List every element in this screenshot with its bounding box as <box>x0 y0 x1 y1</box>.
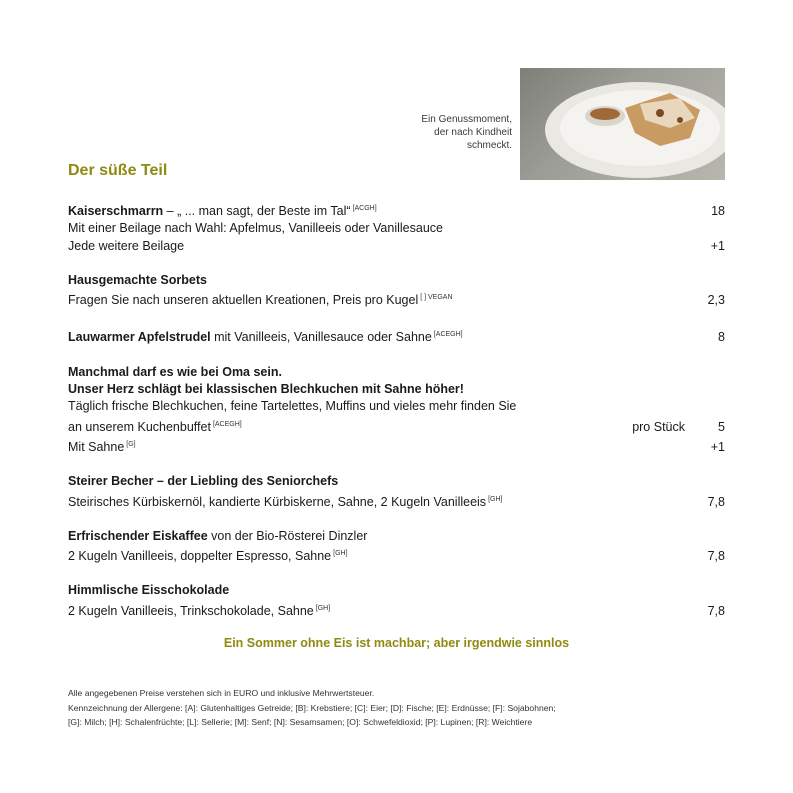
item-heading: Manchmal darf es wie bei Oma sein. <box>68 364 282 379</box>
item-description: Mit einer Beilage nach Wahl: Apfelmus, Vanilleeis oder Vanillesauce <box>68 221 443 236</box>
item-name: Hausgemachte Sorbets <box>68 272 207 287</box>
item-subtitle: von der Bio-Rösterei Dinzler <box>207 528 368 543</box>
item-name: Kaiserschmarrn <box>68 204 164 218</box>
item-description: mit Vanilleeis, Vanillesauce oder Sahne <box>210 330 432 345</box>
item-subtitle: – „ ... man sagt, der Beste im Tal“ <box>163 204 351 218</box>
item-price: 7,8 <box>707 603 725 618</box>
price-unit: pro Stück <box>632 419 685 434</box>
tagline <box>372 113 512 152</box>
item-name: Lauwarmer Apfelstrudel <box>68 330 211 345</box>
menu-item-kaiserschmarrn <box>68 200 725 255</box>
item-description: 2 Kugeln Vanilleeis, Trinkschokolade, Sahne <box>68 603 314 618</box>
menu-list <box>68 200 725 637</box>
tagline-line: der nach Kindheit <box>434 127 512 138</box>
item-price: 7,8 <box>707 549 725 564</box>
allergen-codes: [G] <box>126 440 136 448</box>
section-title: Der süße Teil <box>68 162 168 179</box>
item-description: Täglich frische Blechkuchen, feine Tartelettes, Muffins und vieles mehr finden Sie <box>68 399 517 414</box>
menu-item-apfelstrudel <box>68 326 725 346</box>
item-description: Fragen Sie nach unseren aktuellen Kreationen, Preis pro Kugel <box>68 293 419 308</box>
item-price: 8 <box>718 330 725 345</box>
item-heading: Unser Herz schlägt bei klassischen Blechkuchen mit Sahne höher! <box>68 382 464 397</box>
menu-item-eiskaffee <box>68 528 725 566</box>
price-note: Alle angegebenen Preise verstehen sich in EURO und inklusive Mehrwertsteuer. <box>68 688 375 698</box>
extra-label: Mit Sahne <box>68 439 125 454</box>
item-price: 7,8 <box>707 494 725 509</box>
allergen-codes: [GH] <box>315 604 331 612</box>
allergen-codes: [ACEGH] <box>433 331 463 339</box>
item-price: 18 <box>711 204 725 218</box>
item-name: Erfrischender Eiskaffee <box>68 528 208 543</box>
item-description: 2 Kugeln Vanilleeis, doppelter Espresso, Sahne <box>68 549 332 564</box>
item-description: an unserem Kuchenbuffet <box>68 419 211 434</box>
allergen-codes: [ ] VEGAN <box>420 294 453 302</box>
menu-item-steirer-becher <box>68 473 725 511</box>
item-price: 5 <box>718 419 725 434</box>
kaiserschmarrn-photo <box>520 68 725 180</box>
extra-side-label: Jede weitere Beilage <box>68 238 185 253</box>
slogan: Ein Sommer ohne Eis ist machbar; aber irgendwie sinnlos <box>223 636 570 650</box>
allergen-legend: Kennzeichnung der Allergene: [A]: Glutenhaltiges Getreide; [B]: Krebstiere; [C]: Eier; [D]: Fische; [E]: Erdnüsse; [F]: Sojabohnen; <box>68 702 556 713</box>
menu-item-eisschokolade <box>68 582 725 620</box>
menu-item-sorbets <box>68 272 725 310</box>
allergen-legend: [G]: Milch; [H]: Schalenfrüchte; [L]: Sellerie; [M]: Senf; [N]: Sesamsamen; [O]: Schwefeldioxid; [P]: Lupinen; [R]: Weichtiere <box>68 717 533 727</box>
allergen-codes: [GH] <box>488 495 503 503</box>
menu-item-blechkuchen <box>68 364 725 456</box>
tagline-line: schmeckt. <box>466 140 512 151</box>
item-price: 2,3 <box>707 293 725 308</box>
extra-price: +1 <box>710 439 725 454</box>
extra-side-price: +1 <box>710 238 725 253</box>
tagline-line: Ein Genussmoment, <box>421 114 512 125</box>
allergen-codes: [ACGH] <box>352 205 377 212</box>
allergen-codes: [ACEGH] <box>212 420 242 428</box>
item-name: Himmlische Eisschokolade <box>68 583 230 598</box>
item-description: Steirisches Kürbiskernöl, kandierte Kürbiskerne, Sahne, 2 Kugeln Vanilleeis <box>68 494 487 509</box>
item-name: Steirer Becher – der Liebling des Seniorchefs <box>68 474 339 489</box>
footer-notes <box>68 686 725 730</box>
allergen-codes: [GH] <box>333 550 348 558</box>
